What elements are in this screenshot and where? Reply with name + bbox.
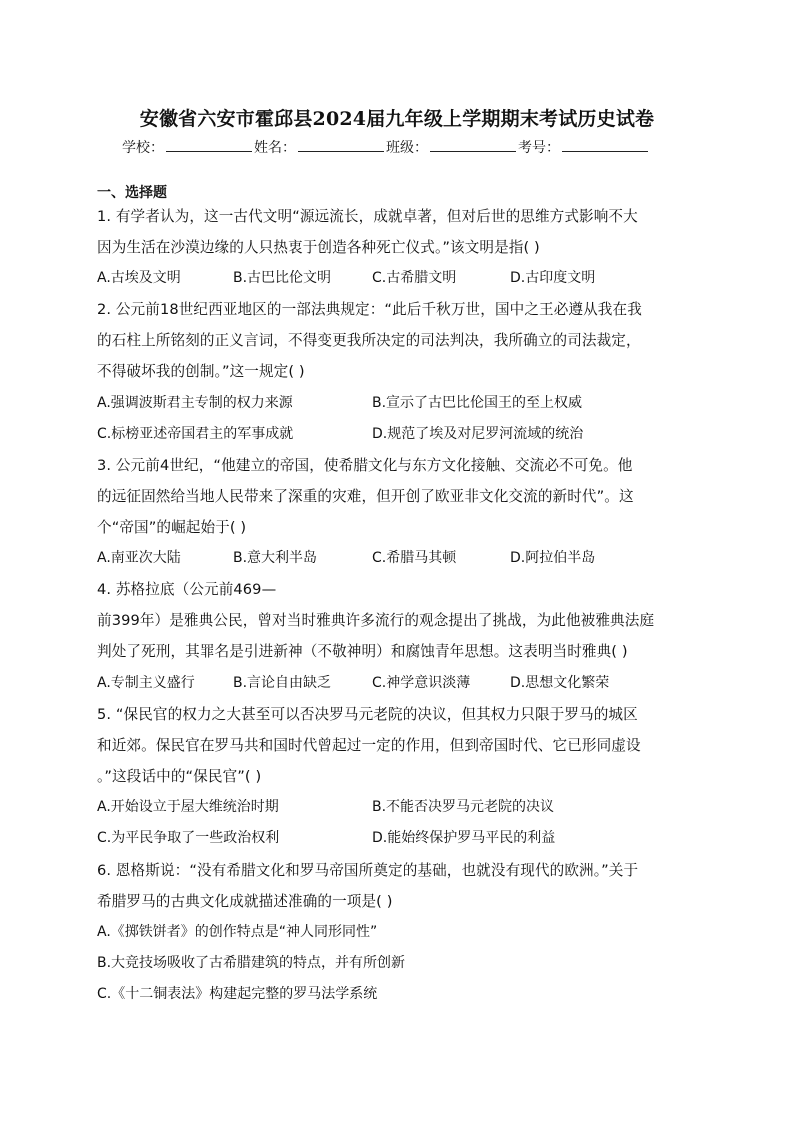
question-3-line-3: 个“帝国”的崛起始于( ) <box>97 519 247 536</box>
question-3-line-1: 3. 公元前4世纪，“他建立的帝国，使希腊文化与东方文化接触、交流必不可免。他 <box>97 457 633 474</box>
question-2-option-b[interactable]: B.宣示了古巴比伦国王的至上权威 <box>372 395 583 411</box>
question-5-line-1: 5. “保民官的权力之大甚至可以否决罗马元老院的决议，但其权力只限于罗马的城区 <box>97 706 638 723</box>
question-2-line-2: 的石柱上所铭刻的正义言词，不得变更我所决定的司法判决，我所确立的司法裁定， <box>97 332 641 349</box>
question-5-option-a[interactable]: A.开始设立于屋大维统治时期 <box>97 799 279 815</box>
question-4-option-b[interactable]: B.言论自由缺乏 <box>233 675 332 691</box>
exam-number-field <box>518 137 650 157</box>
school-label: 学校： <box>122 140 164 156</box>
question-3-option-d[interactable]: D.阿拉伯半岛 <box>510 550 596 566</box>
question-6-option-b[interactable]: B.大竞技场吸收了古希腊建筑的特点，并有所创新 <box>97 955 406 971</box>
name-label: 姓名： <box>254 140 296 156</box>
question-6-line-2: 希腊罗马的古典文化成就描述准确的一项是( ) <box>97 893 393 910</box>
school-blank[interactable] <box>166 137 252 152</box>
question-6-option-c[interactable]: C.《十二铜表法》构建起完整的罗马法学系统 <box>97 986 378 1002</box>
question-3-line-2: 的远征固然给当地人民带来了深重的灾难，但开创了欧亚非文化交流的新时代”。这 <box>97 488 634 505</box>
question-1-option-c[interactable]: C.古希腊文明 <box>372 270 457 286</box>
exam-number-label: 考号： <box>518 140 560 156</box>
question-5-option-d[interactable]: D.能始终保护罗马平民的利益 <box>372 830 556 846</box>
question-6-line-1: 6. 恩格斯说：“没有希腊文化和罗马帝国所奠定的基础，也就没有现代的欧洲。”关于 <box>97 862 639 879</box>
question-2-option-a[interactable]: A.强调波斯君主专制的权力来源 <box>97 395 293 411</box>
name-field <box>254 137 386 157</box>
question-4-option-a[interactable]: A.专制主义盛行 <box>97 675 195 691</box>
question-1-option-b[interactable]: B.古巴比伦文明 <box>233 270 332 286</box>
question-4-line-3: 判处了死刑，其罪名是引进新神（不敬神明）和腐蚀青年思想。这表明当时雅典( ) <box>97 643 628 660</box>
exam-number-blank[interactable] <box>562 137 648 152</box>
question-2-line-3: 不得破坏我的创制。”这一规定( ) <box>97 363 305 380</box>
question-1-line-2: 因为生活在沙漠边缘的人只热衷于创造各种死亡仪式。”该文明是指( ) <box>97 239 540 256</box>
name-blank[interactable] <box>298 137 384 152</box>
section-heading: 一、选择题 <box>97 185 167 201</box>
school-field <box>122 137 254 157</box>
question-5-option-b[interactable]: B.不能否决罗马元老院的决议 <box>372 799 555 815</box>
class-field <box>386 137 518 157</box>
class-blank[interactable] <box>430 137 516 152</box>
question-2-option-c[interactable]: C.标榜亚述帝国君主的军事成就 <box>97 426 294 442</box>
question-5-line-3: 。”这段话中的“保民官”( ) <box>97 768 262 785</box>
question-3-option-b[interactable]: B.意大利半岛 <box>233 550 318 566</box>
question-3-option-c[interactable]: C.希腊马其顿 <box>372 550 457 566</box>
exam-title: 安徽省六安市霍邱县2024届九年级上学期期末考试历史试卷 <box>139 108 655 130</box>
question-5-option-c[interactable]: C.为平民争取了一些政治权利 <box>97 830 280 846</box>
class-label: 班级： <box>386 140 428 156</box>
question-4-option-c[interactable]: C.神学意识淡薄 <box>372 675 471 691</box>
question-5-line-2: 和近郊。保民官在罗马共和国时代曾起过一定的作用，但到帝国时代、它已形同虚设 <box>97 737 641 754</box>
question-4-option-d[interactable]: D.思想文化繁荣 <box>510 675 610 691</box>
question-4-line-2: 前399年）是雅典公民，曾对当时雅典许多流行的观念提出了挑战，为此他被雅典法庭 <box>97 612 655 629</box>
question-6-option-a[interactable]: A.《掷铁饼者》的创作特点是“神人同形同性” <box>97 924 378 940</box>
student-info-row <box>122 137 650 157</box>
question-3-option-a[interactable]: A.南亚次大陆 <box>97 550 181 566</box>
question-2-line-1: 2. 公元前18世纪西亚地区的一部法典规定：“此后千秋万世，国中之王必遵从我在我 <box>97 301 642 318</box>
question-2-option-d[interactable]: D.规范了埃及对尼罗河流域的统治 <box>372 426 584 442</box>
question-1-option-d[interactable]: D.古印度文明 <box>510 270 596 286</box>
question-4-line-1: 4. 苏格拉底（公元前469— <box>97 581 277 598</box>
question-1-line-1: 1. 有学者认为，这一古代文明“源远流长，成就卓著，但对后世的思维方式影响不大 <box>97 208 638 225</box>
question-1-option-a[interactable]: A.古埃及文明 <box>97 270 181 286</box>
